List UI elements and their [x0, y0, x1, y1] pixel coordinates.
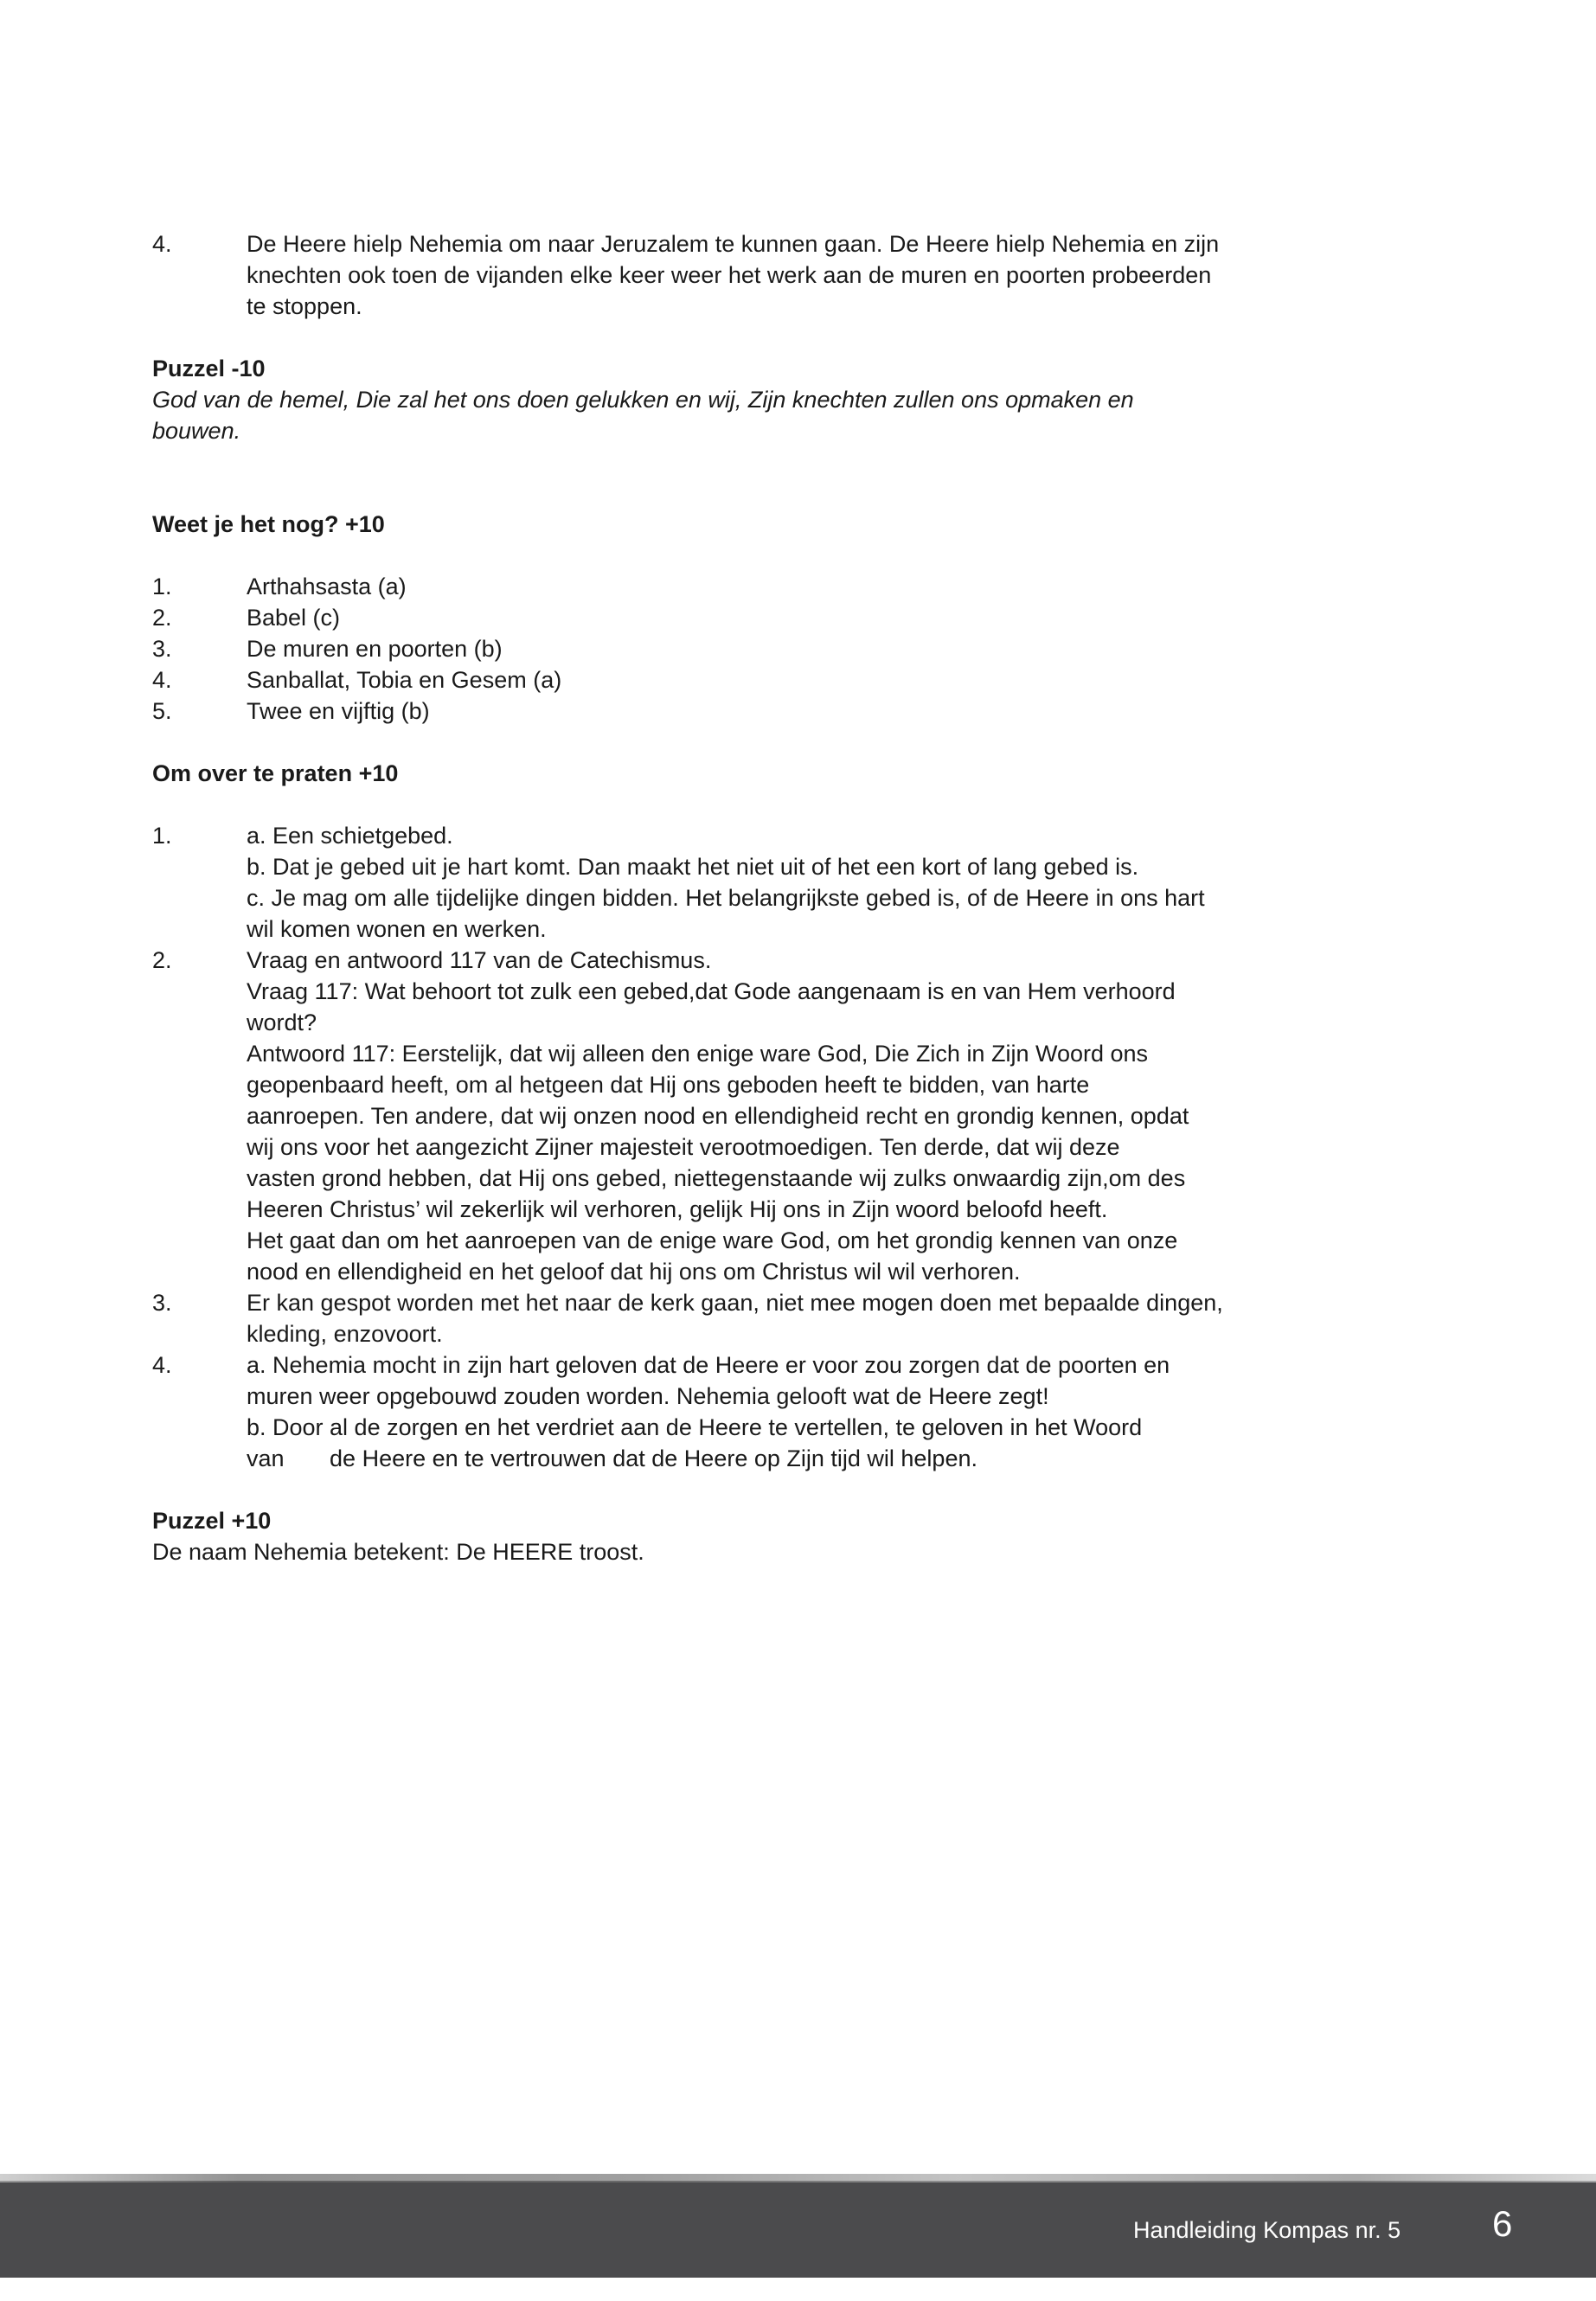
text-line: Antwoord 117: Eerstelijk, dat wij alleen den enige ware God, Die Zich in Zijn Woord ons — [247, 1041, 1149, 1067]
text-line: te stoppen. — [247, 293, 362, 319]
text-line: muren weer opgebouwd zouden worden. Nehemia gelooft wat de Heere zegt! — [247, 1383, 1049, 1409]
item-text: Sanballat, Tobia en Gesem (a) — [247, 667, 562, 693]
text-line: aanroepen. Ten andere, dat wij onzen nood en ellendigheid recht en grondig kennen, opdat — [247, 1103, 1189, 1129]
text-line: Er kan gespot worden met het naar de kerk gaan, niet mee mogen doen met bepaalde dingen, — [247, 1290, 1223, 1316]
item-number: 5. — [152, 698, 172, 724]
text-line: Heeren Christus’ wil zekerlijk wil verhoren, gelijk Hij ons in Zijn woord beloofd heeft. — [247, 1196, 1108, 1222]
list-item — [152, 633, 1433, 664]
text-line: De Heere hielp Nehemia om naar Jeruzalem te kunnen gaan. De Heere hielp Nehemia en zijn — [247, 231, 1220, 257]
text-line: vasten grond hebben, dat Hij ons gebed, niettegenstaande wij zulks onwaardig zijn,om des — [247, 1165, 1186, 1191]
item-number: 2. — [152, 947, 172, 973]
text-line: knechten ook toen de vijanden elke keer weer het werk aan de muren en poorten probeerden — [247, 262, 1212, 288]
text-line: van de Heere en te vertrouwen dat de Heere op Zijn tijd wil helpen. — [247, 1445, 977, 1471]
puzzel-plus-heading: Puzzel +10 — [152, 1508, 272, 1534]
weet-je-list — [152, 571, 1433, 727]
text-line: Vraag en antwoord 117 van de Catechismus. — [247, 947, 712, 973]
text-line: God van de hemel, Die zal het ons doen gelukken en wij, Zijn knechten zullen ons opmaken en — [152, 387, 1134, 413]
text-line: geopenbaard heeft, om al hetgeen dat Hij ons geboden heeft te bidden, van harte — [247, 1072, 1090, 1098]
item-text: Babel (c) — [247, 605, 341, 631]
puzzel-plus-text: De naam Nehemia betekent: De HEERE troost. — [152, 1539, 644, 1565]
answer-item-4 — [152, 228, 1433, 322]
text-line: nood en ellendigheid en het geloof dat hij ons om Christus wil wil verhoren. — [247, 1259, 1021, 1285]
item-text: Twee en vijftig (b) — [247, 698, 430, 724]
item-number: 3. — [152, 636, 172, 662]
item-number: 4. — [152, 231, 172, 257]
text-line: Het gaat dan om het aanroepen van de enige ware God, om het grondig kennen van onze — [247, 1227, 1178, 1253]
text-line: wordt? — [247, 1009, 317, 1035]
text-line: b. Dat je gebed uit je hart komt. Dan maakt het niet uit of het een kort of lang gebed is. — [247, 854, 1139, 880]
list-item — [152, 602, 1433, 633]
puzzel-min-heading: Puzzel -10 — [152, 356, 266, 381]
text-line: wil komen wonen en werken. — [247, 916, 547, 942]
item-number: 4. — [152, 1352, 172, 1378]
list-item — [152, 695, 1433, 727]
item-text: Arthahsasta (a) — [247, 574, 407, 599]
page-footer — [0, 2181, 1596, 2278]
text-line: a. Nehemia mocht in zijn hart geloven dat de Heere er voor zou zorgen dat de poorten en — [247, 1352, 1170, 1378]
text-line: bouwen. — [152, 418, 241, 444]
list-item — [152, 664, 1433, 695]
page-number: 6 — [1492, 2203, 1513, 2244]
list-item — [152, 1349, 1433, 1474]
item-text: De muren en poorten (b) — [247, 636, 503, 662]
text-line: b. Door al de zorgen en het verdriet aan de Heere te vertellen, te geloven in het Woord — [247, 1414, 1143, 1440]
text-line: kleding, enzovoort. — [247, 1321, 443, 1347]
list-item — [152, 571, 1433, 602]
footer-title: Handleiding Kompas nr. 5 — [1133, 2217, 1401, 2243]
text-line: wij ons voor het aangezicht Zijner majesteit verootmoedigen. Ten derde, dat wij deze — [247, 1134, 1120, 1160]
text-line: Vraag 117: Wat behoort tot zulk een gebed,dat Gode aangenaam is en van Hem verhoord — [247, 978, 1176, 1004]
om-over-heading: Om over te praten +10 — [152, 760, 399, 786]
om-over-list — [152, 820, 1433, 1474]
item-number: 1. — [152, 823, 172, 849]
text-line: c. Je mag om alle tijdelijke dingen bidden. Het belangrijkste gebed is, of de Heere in ons hart — [247, 885, 1205, 911]
item-number: 4. — [152, 667, 172, 693]
item-number: 3. — [152, 1290, 172, 1316]
text-line: a. Een schietgebed. — [247, 823, 453, 849]
list-item — [152, 820, 1433, 945]
document-body — [152, 228, 1433, 1567]
item-number: 1. — [152, 574, 172, 599]
list-item — [152, 945, 1433, 1287]
weet-je-heading: Weet je het nog? +10 — [152, 511, 385, 537]
list-item — [152, 1287, 1433, 1349]
item-number: 2. — [152, 605, 172, 631]
